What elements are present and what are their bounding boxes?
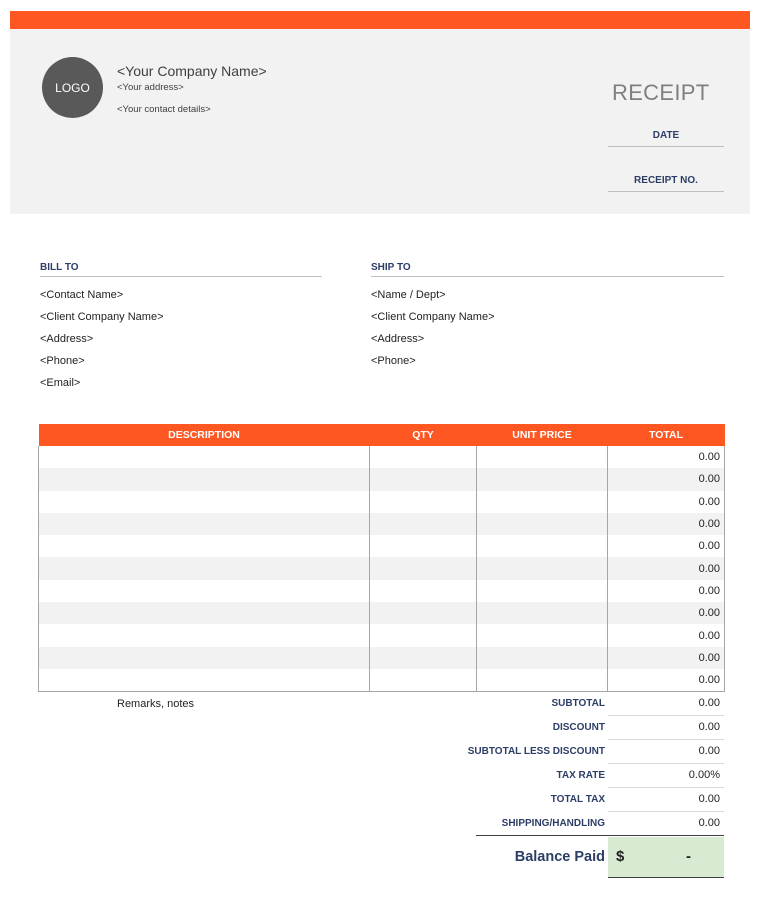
total-tax-value: 0.00 [608,788,724,812]
date-label: DATE [608,130,724,147]
bill-to-line: <Email> [40,377,81,389]
column-header-description: DESCRIPTION [39,424,370,446]
item-qty-cell[interactable] [370,624,477,646]
subtotal-value: 0.00 [608,692,724,716]
item-unit-price-cell[interactable] [477,513,608,535]
item-description-cell[interactable] [39,669,370,691]
tax-rate-value: 0.00% [608,764,724,788]
bill-to-line: <Address> [40,333,94,345]
item-unit-price-cell[interactable] [477,557,608,579]
subtotal-label: SUBTOTAL [551,698,605,709]
tax-rate-label: TAX RATE [556,770,605,781]
document-title: RECEIPT [612,80,710,105]
company-contact: <Your contact details> [117,104,211,115]
item-description-cell[interactable] [39,557,370,579]
balance-paid-label: Balance Paid [514,849,605,865]
table-row [39,557,725,579]
item-unit-price-cell[interactable] [477,446,608,468]
item-description-cell[interactable] [39,513,370,535]
subtotal-less-discount-value: 0.00 [608,740,724,764]
item-qty-cell[interactable] [370,580,477,602]
currency-symbol: $ [616,848,625,865]
subtotal-less-discount-label: SUBTOTAL LESS DISCOUNT [467,746,605,757]
column-header-unit-price: UNIT PRICE [477,424,608,446]
item-description-cell[interactable] [39,624,370,646]
remarks-notes: Remarks, notes [117,698,195,710]
item-qty-cell[interactable] [370,669,477,691]
bill-to-heading: BILL TO [40,262,322,277]
item-total-cell[interactable]: 0.00 [608,669,725,691]
table-row [39,580,725,602]
item-total-cell[interactable]: 0.00 [608,602,725,624]
table-row [39,446,725,468]
table-row [39,468,725,490]
item-qty-cell[interactable] [370,535,477,557]
table-row [39,535,725,557]
bill-to-line: <Client Company Name> [40,311,164,323]
item-description-cell[interactable] [39,446,370,468]
company-address: <Your address> [117,82,184,93]
item-total-cell[interactable]: 0.00 [608,647,725,669]
company-name: <Your Company Name> [117,63,267,79]
item-unit-price-cell[interactable] [477,491,608,513]
item-total-cell[interactable]: 0.00 [608,557,725,579]
item-unit-price-cell[interactable] [477,468,608,490]
ship-to-line: <Client Company Name> [371,311,495,323]
item-unit-price-cell[interactable] [477,624,608,646]
item-description-cell[interactable] [39,535,370,557]
item-unit-price-cell[interactable] [477,580,608,602]
table-row [39,513,725,535]
item-qty-cell[interactable] [370,446,477,468]
table-row [39,647,725,669]
ship-to-heading: SHIP TO [371,262,724,277]
table-header-row [39,424,725,446]
receipt-number-label: RECEIPT NO. [608,175,724,192]
bill-to-line: <Phone> [40,355,85,367]
discount-value: 0.00 [608,716,724,740]
ship-to-line: <Address> [371,333,425,345]
item-unit-price-cell[interactable] [477,535,608,557]
bill-to-line: <Contact Name> [40,289,124,301]
company-logo: LOGO [42,57,103,118]
item-qty-cell[interactable] [370,513,477,535]
item-unit-price-cell[interactable] [477,669,608,691]
header-accent-bar [10,11,750,29]
item-description-cell[interactable] [39,580,370,602]
column-header-qty: QTY [370,424,477,446]
item-qty-cell[interactable] [370,557,477,579]
balance-paid-amount: - [686,848,691,865]
item-total-cell[interactable]: 0.00 [608,468,725,490]
table-row [39,624,725,646]
line-items-table [38,424,725,692]
item-qty-cell[interactable] [370,647,477,669]
shipping-handling-value: 0.00 [476,812,724,836]
item-qty-cell[interactable] [370,468,477,490]
table-row [39,669,725,691]
item-qty-cell[interactable] [370,491,477,513]
item-unit-price-cell[interactable] [477,647,608,669]
ship-to-line: <Phone> [371,355,416,367]
table-row [39,491,725,513]
item-unit-price-cell[interactable] [477,602,608,624]
ship-to-line: <Name / Dept> [371,289,446,301]
item-total-cell[interactable]: 0.00 [608,624,725,646]
item-description-cell[interactable] [39,491,370,513]
item-description-cell[interactable] [39,602,370,624]
item-total-cell[interactable]: 0.00 [608,491,725,513]
total-tax-label: TOTAL TAX [550,794,605,805]
item-qty-cell[interactable] [370,602,477,624]
item-total-cell[interactable]: 0.00 [608,580,725,602]
balance-paid-box [608,837,724,878]
item-description-cell[interactable] [39,468,370,490]
discount-label: DISCOUNT [552,722,605,733]
item-total-cell[interactable]: 0.00 [608,535,725,557]
item-total-cell[interactable]: 0.00 [608,513,725,535]
table-row [39,602,725,624]
item-description-cell[interactable] [39,647,370,669]
shipping-handling-label: SHIPPING/HANDLING [501,818,605,829]
item-total-cell[interactable]: 0.00 [608,446,725,468]
column-header-total: TOTAL [608,424,725,446]
